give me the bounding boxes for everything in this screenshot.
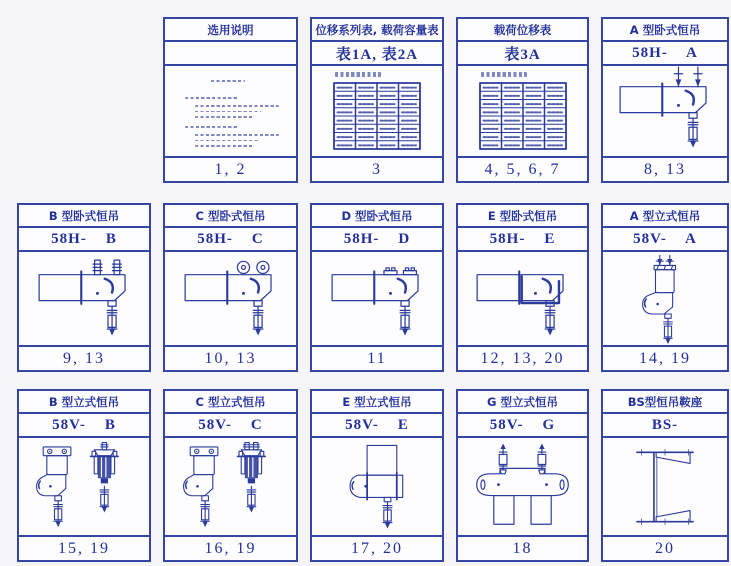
cell-title: BS型恒吊鞍座 [603, 391, 727, 414]
table-drawing [458, 66, 587, 156]
cell-58v-c [163, 389, 298, 562]
cell-58v-g [456, 389, 589, 562]
cell-model: 表3A [458, 42, 587, 66]
cell-58h-e [456, 203, 589, 372]
micro-text-line [195, 105, 279, 107]
cell-title: A 型立式恒吊 [603, 205, 727, 228]
cell-title: C 型卧式恒吊 [165, 205, 296, 228]
cell-title: E 型卧式恒吊 [458, 205, 587, 228]
cell-table-3a [456, 17, 589, 183]
cell-pages: 9, 13 [19, 345, 149, 370]
micro-text-line [195, 111, 261, 113]
cell-model: 58V- B [19, 414, 149, 438]
cell-58v-e [310, 389, 444, 562]
cell-model: 58V- A [603, 228, 727, 252]
cell-title: B 型立式恒吊 [19, 391, 149, 414]
cell-58h-c [163, 203, 298, 372]
cell-58h-a [601, 17, 729, 183]
cell-58v-b [17, 389, 151, 562]
cell-pages: 14, 19 [603, 345, 727, 370]
hanger-drawing [165, 438, 296, 535]
micro-caption-line [335, 72, 381, 77]
cell-58v-a [601, 203, 729, 372]
cell-model: 58V- E [312, 414, 442, 438]
cell-pages: 20 [603, 535, 727, 560]
cell-58h-d [310, 203, 444, 372]
mini-table-graphic [333, 72, 421, 150]
hanger-drawing [458, 252, 587, 345]
cell-title: A 型卧式恒吊 [603, 19, 727, 42]
hanger-drawing [458, 438, 587, 535]
hanger-drawing [165, 252, 296, 345]
cell-58h-b [17, 203, 151, 372]
cell-selection-notes [163, 17, 298, 183]
cell-model: 58V- C [165, 414, 296, 438]
cell-pages: 8, 13 [603, 156, 727, 181]
cell-model: 58V- G [458, 414, 587, 438]
cell-model: 58H- D [312, 228, 442, 252]
cell-model: 58H- C [165, 228, 296, 252]
cell-pages: 16, 19 [165, 535, 296, 560]
micro-text-line [195, 134, 279, 136]
cell-pages: 12, 13, 20 [458, 345, 587, 370]
hanger-drawing [603, 252, 727, 345]
cell-model: 58H- B [19, 228, 149, 252]
mini-table-graphic [479, 72, 567, 150]
micro-text-line [195, 116, 253, 118]
hanger-drawing [19, 438, 149, 535]
cell-pages: 18 [458, 535, 587, 560]
cell-model: 表1A, 表2A [312, 42, 442, 66]
hanger-drawing [312, 252, 442, 345]
cell-title: 位移系列表, 载荷容量表 [312, 19, 442, 42]
saddle-drawing [603, 438, 727, 535]
micro-text-line [195, 145, 253, 147]
cell-title: C 型立式恒吊 [165, 391, 296, 414]
cell-title: G 型立式恒吊 [458, 391, 587, 414]
notes-drawing [165, 66, 296, 156]
cell-pages: 3 [312, 156, 442, 181]
cell-model: 58H- A [603, 42, 727, 66]
cell-pages: 4, 5, 6, 7 [458, 156, 587, 181]
cell-model [165, 42, 296, 66]
cell-title: D 型卧式恒吊 [312, 205, 442, 228]
cell-pages: 10, 13 [165, 345, 296, 370]
cell-bs-saddle [601, 389, 729, 562]
cell-pages: 11 [312, 345, 442, 370]
micro-text-line [195, 140, 259, 142]
cell-pages: 15, 19 [19, 535, 149, 560]
micro-text-line [185, 126, 239, 128]
cell-model: BS- [603, 414, 727, 438]
cell-title: 载荷位移表 [458, 19, 587, 42]
cell-title: B 型卧式恒吊 [19, 205, 149, 228]
microtext-lines [165, 66, 296, 156]
cell-pages: 17, 20 [312, 535, 442, 560]
cell-model: 58H- E [458, 228, 587, 252]
micro-text-line [185, 97, 239, 99]
micro-text-line [211, 80, 245, 82]
hanger-drawing [19, 252, 149, 345]
cell-pages: 1, 2 [165, 156, 296, 181]
table-drawing [312, 66, 442, 156]
hanger-drawing [603, 66, 727, 156]
cell-title: E 型立式恒吊 [312, 391, 442, 414]
hanger-drawing [312, 438, 442, 535]
cell-title: 选用说明 [165, 19, 296, 42]
cell-table-1a-2a [310, 17, 444, 183]
micro-caption-line [481, 72, 527, 77]
